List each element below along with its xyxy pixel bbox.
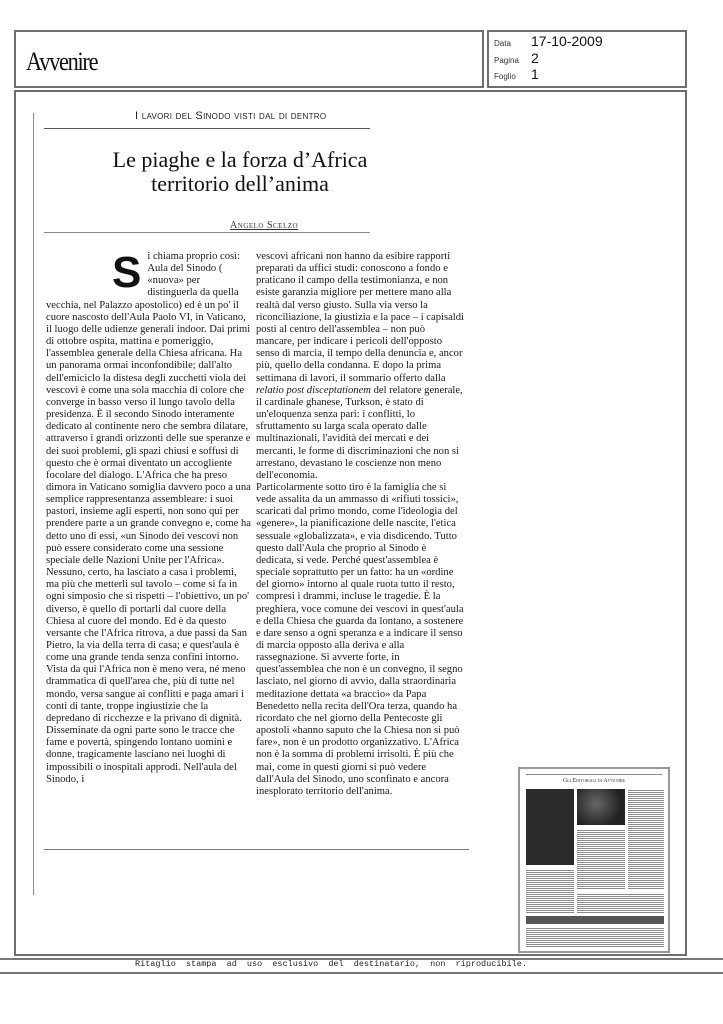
- byline-rule: [44, 232, 370, 233]
- info-sheet-value: 1: [531, 66, 539, 82]
- drop-cap: S: [112, 248, 142, 297]
- info-page-value: 2: [531, 50, 539, 66]
- article-bottom-rule: [44, 849, 469, 850]
- thumbnail-text-col-right: [628, 789, 664, 889]
- column-2-paragraph-2: Particolarmente sotto tiro è la famiglia che si vede assalita da un ammasso di «rifiuti tossici», scaricati dal primo mondo, come l'ideologia del «genere», la pianificazione delle nascite, l'etica sessuale «globalizzata», e via disdicendo. Tutto questo dall'Aula che proprio al Sinodo è dedicata, si vede. Perché quest'assemblea è speciale soprattutto per un fatto: ha un «ordine del giorno» intorno al quale ruota tutto il resto, compresi i drammi, incluse le tragedie. È la preghiera, voce comune dei vescovi in quest'aula e della Chiesa che guarda da lontano, a sostenere e dare senso a ogni speranza e a indicare il senso di marcia opposto alla deriva e alla rassegnazione. Si avverte forte, in quest'assemblea che non è un convegno, il segno lasciato, nel giorno di avvio, dalla straordinaria meditazione dettata «a braccio» da Papa Benedetto nella recita dell'Ora terza, quando ha ricordato che nel giorno della Pentecoste gli apostoli «hanno saputo che la Chiesa non si può fare», non è un prodotto organizzativo. L'Africa non è la somma di problemi irrisolti. È più che mai, come in questi giorni si può vedere dall'Aula del Sinodo, uno sconfinato e ancora inesplorato territorio dell'anima.: [256, 481, 464, 797]
- article-column-2: [256, 251, 464, 798]
- article-kicker: I lavori del Sinodo visti dal di dentro: [135, 110, 327, 122]
- article-title: [100, 148, 380, 196]
- article-title-line-2: territorio dell’anima: [151, 171, 329, 196]
- column-2-text-b: del relatore generale, il cardinale ghanese, Turkson, è stato di un'eloquenza senza pari: i conflitti, lo sfruttamento su larga scala operato dalle multinazionali, l'avidità dei mercati e dei mercanti, le forme di discriminazioni che non si arrestano, devastano le coscienze non meno dell'economia.: [256, 384, 463, 481]
- thumbnail-text-block: [577, 893, 664, 913]
- info-date: [494, 33, 603, 51]
- column-2-paragraph-1: [256, 251, 464, 482]
- info-page-label: Pagina: [494, 56, 519, 65]
- thumbnail-dark-box: [526, 789, 574, 865]
- footer-disclaimer: Ritaglio stampa ad uso esclusivo del destinatario, non riproducibile.: [135, 959, 527, 969]
- column-2-italic: relatio post disceptationem: [256, 384, 371, 396]
- info-sheet: [494, 66, 539, 84]
- info-sheet-label: Foglio: [494, 72, 516, 81]
- column-2-text-a: vescovi africani non hanno da esibire rapporti preparati da uffici studi: conoscono a fondo e praticano il campo della testimonianza, e non esiste garanzia migliore per mettere mano alla realtà dal verso giusto. Sulla via verso la riconciliazione, la giustizia e la pace – i capisaldi posti al centro dell'assemblea – non può mancare, per indicare i pericoli dell'opposto senso di marcia, il tempo della denuncia e, ancor più, quello della condanna. E dopo la prima settimana di lavori, il sommario offerto dalla: [256, 251, 464, 384]
- thumbnail-photo: [577, 789, 625, 825]
- thumbnail-title: Gli Editoriali di Avvenire: [562, 778, 626, 784]
- thumbnail-text-col-mid: [577, 829, 625, 889]
- newspaper-logo: Avvenire: [26, 47, 98, 76]
- article-byline: Angelo Scelzo: [230, 220, 299, 231]
- left-margin-rule: [33, 113, 34, 895]
- kicker-rule: [44, 128, 370, 129]
- thumbnail-text-col-left: [526, 869, 574, 913]
- column-1-text: i chiama proprio così: Aula del Sinodo ( «nuova» per distinguerla da quella vecchia, nel Palazzo apostolico) ed è un po' il cuore nascosto dell'Aula Paolo VI, in Vaticano, il luogo delle udienze generali indoor. Dai primi di ottobre ospita, mattina e pomeriggio, l'assemblea generale della Chiesa africana. Ha un panorama ormai inconfondibile; dall'alto dell'emiciclo la distesa degli zucchetti viola dei vescovi è come una sola macchia di colore che converge in basso verso il lungo tavolo della presidenza. È il secondo Sinodo interamente dedicato al continente nero che sembra dilatare, attraverso i grandi orizzonti delle sue speranze e dei suoi problemi, gli spazi chiusi e soffusi di questo che è ormai diventato un accogliente focolare del dialogo. L'Africa che ha preso dimora in Vaticano somiglia davvero poco a una semplice rappresentanza assembleare: i suoi pastori, insieme agli esperti, non sono qui per prendere parte a un grande convegno e, come ha detto uno di essi, «un Sinodo dei vescovi non può essere considerato come una sessione speciale delle Nazioni Unite per l'Africa». Nessuno, certo, ha lasciato a casa i problemi, ma più che metterli sul tavolo – come si fa in ogni simposio che si rispetti – l'obiettivo, un po' diverso, è quello di portarli dal cuore della Chiesa al cuore del mondo. Ed è da questo versante che l'Africa ritrova, a due passi da San Pietro, la via della terra di casa; e quest'aula è come una grande tenda senza confini intorno. Vista da qui l'Africa non è meno vera, né meno drammatica di quell'area che, più di tutte nel mondo, versa sangue ai conflitti e paga amari i conti di tante, troppe ingiustizie che la depredano di ricchezze e la privano di dignità. Disseminate da ogni parte sono le tracce che fame e povertà, spingendo lontano uomini e donne, tragicamente lasciano nei luoghi di impossibili o inospitali approdi. Nell'aula del Sinodo, i: [46, 251, 252, 785]
- thumbnail-top-rule: [526, 773, 662, 775]
- info-date-value: 17-10-2009: [531, 33, 603, 49]
- thumbnail-bottom-text: [526, 927, 664, 947]
- article-column-1: [46, 248, 252, 786]
- page-thumbnail: [518, 767, 670, 953]
- info-date-label: Data: [494, 39, 511, 48]
- thumbnail-banner: [526, 916, 664, 924]
- article-title-line-1: Le piaghe e la forza d’Africa: [112, 147, 368, 172]
